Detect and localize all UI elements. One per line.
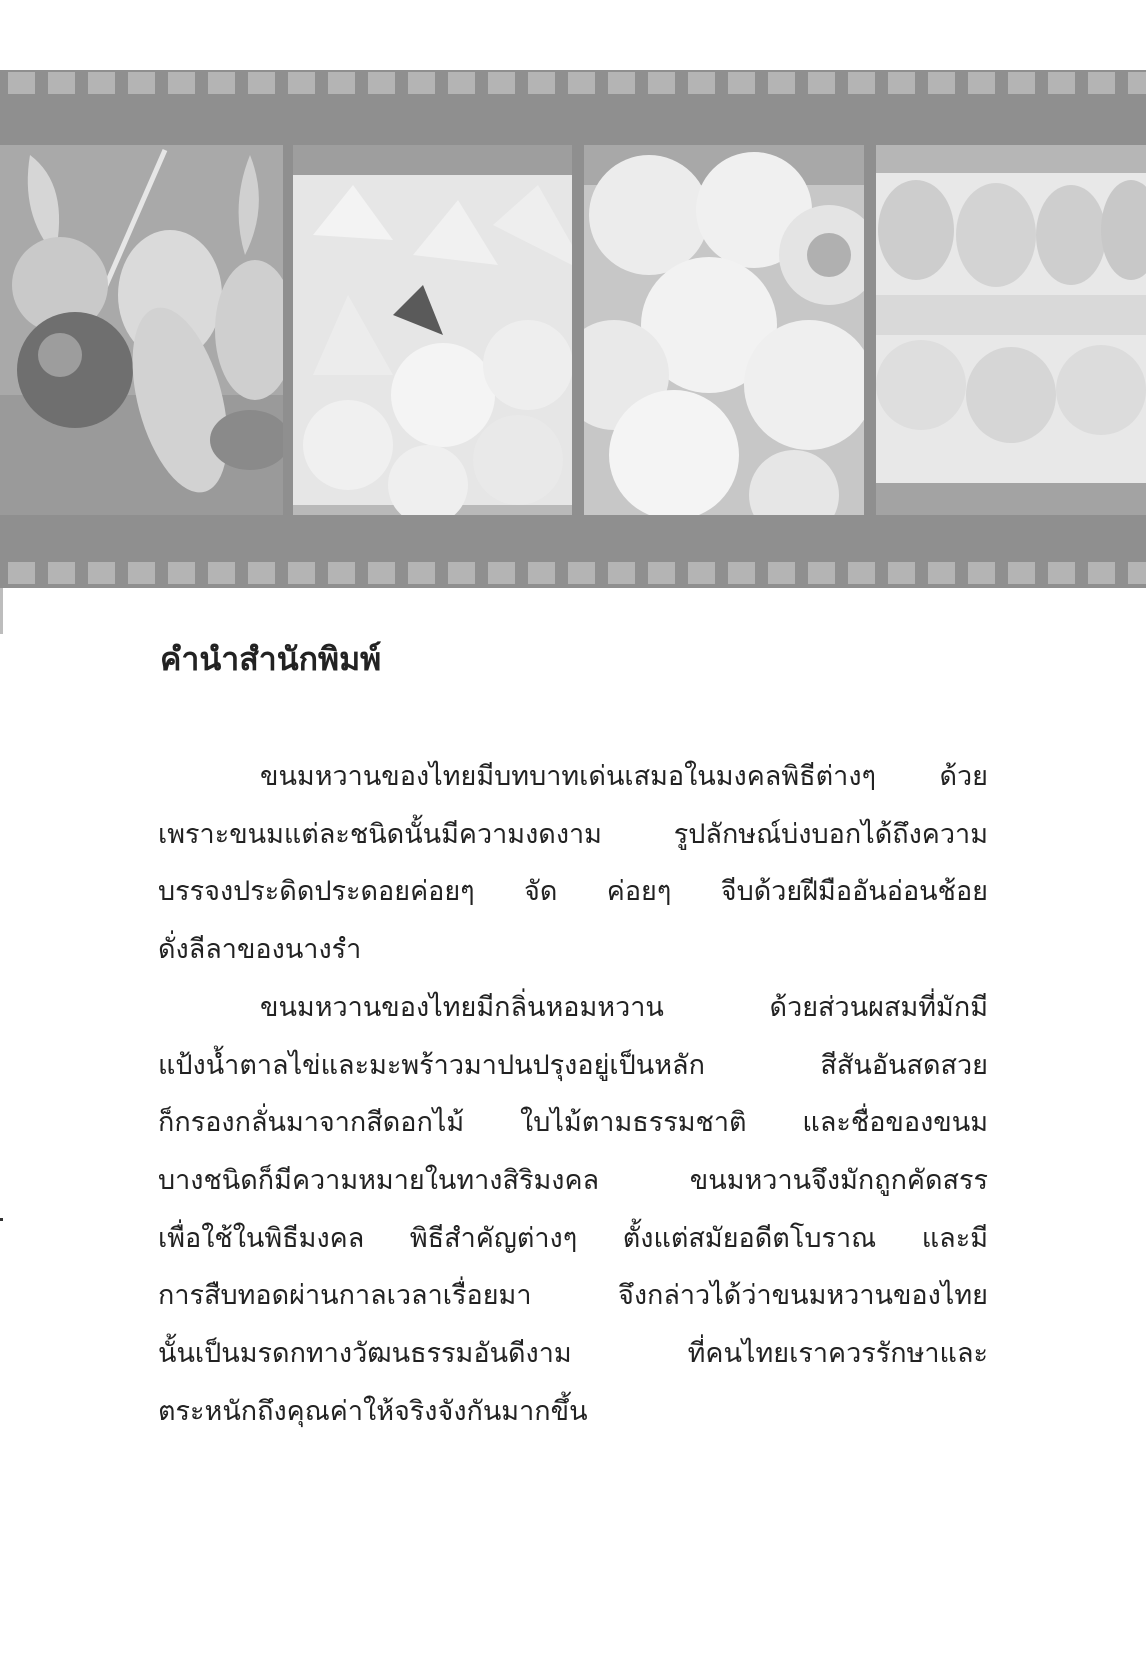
paragraph-line: เพื่อใช้ในพิธีมงคล พิธีสำคัญต่างๆ ตั้งแต่สมัยอดีตโบราณ และมี bbox=[158, 1222, 988, 1254]
film-perforation bbox=[88, 562, 115, 584]
page-title: คำนำสำนักพิมพ์ bbox=[160, 640, 382, 678]
film-perforation bbox=[1048, 72, 1075, 94]
film-perforations-bottom bbox=[0, 562, 1146, 584]
film-perforation bbox=[728, 72, 755, 94]
film-perforation bbox=[208, 562, 235, 584]
paragraph-1 bbox=[158, 748, 988, 979]
paragraph-line: บรรจงประดิดประดอยค่อยๆ จัด ค่อยๆ จีบด้วยฝีมืออันอ่อนช้อย bbox=[158, 876, 988, 908]
film-perforation bbox=[528, 562, 555, 584]
film-perforation bbox=[248, 72, 275, 94]
paragraph-line: แป้งน้ำตาลไข่และมะพร้าวมาปนปรุงอยู่เป็นหลัก สีสันอันสดสวย bbox=[158, 1049, 988, 1081]
film-perforation bbox=[288, 72, 315, 94]
film-perforation bbox=[688, 562, 715, 584]
film-perforation bbox=[648, 562, 675, 584]
film-perforation bbox=[328, 72, 355, 94]
film-perforations-top bbox=[0, 72, 1146, 94]
film-perforation bbox=[848, 72, 875, 94]
margin-mark bbox=[0, 1218, 3, 1221]
paragraph-2 bbox=[158, 979, 988, 1441]
film-perforation bbox=[648, 72, 675, 94]
paragraph-line: ขนมหวานของไทยมีบทบาทเด่นเสมอในมงคลพิธีต่างๆ ด้วย bbox=[260, 761, 988, 792]
film-perforation bbox=[368, 72, 395, 94]
photo-coconut-balls bbox=[584, 145, 864, 515]
paragraph-line: ก็กรองกลั่นมาจากสีดอกไม้ ใบไม้ตามธรรมชาติ และชื่อของขนม bbox=[158, 1107, 988, 1139]
film-perforation bbox=[768, 72, 795, 94]
film-perforation bbox=[808, 72, 835, 94]
photo-fruit-shaped-candies bbox=[0, 145, 283, 515]
photo-tray-of-sweets bbox=[876, 145, 1146, 515]
film-perforation bbox=[128, 72, 155, 94]
film-perforation bbox=[568, 72, 595, 94]
film-perforation bbox=[888, 562, 915, 584]
film-perforation bbox=[128, 562, 155, 584]
film-perforation bbox=[408, 72, 435, 94]
film-perforation bbox=[328, 562, 355, 584]
film-perforation bbox=[288, 562, 315, 584]
film-perforation bbox=[1088, 72, 1115, 94]
film-perforation bbox=[968, 72, 995, 94]
film-perforation bbox=[488, 562, 515, 584]
film-strip-edge bbox=[0, 588, 3, 634]
film-perforation bbox=[808, 562, 835, 584]
preface-body bbox=[158, 748, 988, 1440]
photo-flower-meringues bbox=[293, 145, 572, 515]
film-perforation bbox=[8, 72, 35, 94]
film-perforation bbox=[8, 562, 35, 584]
film-perforation bbox=[1048, 562, 1075, 584]
film-perforation bbox=[368, 562, 395, 584]
film-perforation bbox=[608, 72, 635, 94]
film-perforation bbox=[48, 72, 75, 94]
film-perforation bbox=[488, 72, 515, 94]
paragraph-line: ขนมหวานของไทยมีกลิ่นหอมหวาน ด้วยส่วนผสมที่มักมี bbox=[260, 991, 988, 1023]
film-perforation bbox=[728, 562, 755, 584]
film-perforation bbox=[448, 562, 475, 584]
film-perforation bbox=[448, 72, 475, 94]
film-perforation bbox=[1088, 562, 1115, 584]
film-perforation bbox=[168, 72, 195, 94]
film-perforation bbox=[688, 72, 715, 94]
film-perforation bbox=[1008, 72, 1035, 94]
film-perforation bbox=[1128, 72, 1146, 94]
paragraph-line: บางชนิดก็มีความหมายในทางสิริมงคล ขนมหวานจึงมักถูกคัดสรร bbox=[158, 1164, 988, 1196]
film-perforation bbox=[208, 72, 235, 94]
film-perforation bbox=[928, 72, 955, 94]
film-perforation bbox=[408, 562, 435, 584]
film-perforation bbox=[248, 562, 275, 584]
film-strip-banner bbox=[0, 70, 1146, 588]
film-perforation bbox=[888, 72, 915, 94]
film-perforation bbox=[168, 562, 195, 584]
film-perforation bbox=[1008, 562, 1035, 584]
paragraph-line: การสืบทอดผ่านกาลเวลาเรื่อยมา จึงกล่าวได้ว่าขนมหวานของไทย bbox=[158, 1280, 988, 1312]
film-perforation bbox=[528, 72, 555, 94]
film-perforation bbox=[848, 562, 875, 584]
film-perforation bbox=[768, 562, 795, 584]
film-perforation bbox=[968, 562, 995, 584]
film-perforation bbox=[48, 562, 75, 584]
film-perforation bbox=[608, 562, 635, 584]
paragraph-line: เพราะขนมแต่ละชนิดนั้นมีความงดงาม รูปลักษณ์บ่งบอกได้ถึงความ bbox=[158, 818, 988, 850]
film-perforation bbox=[88, 72, 115, 94]
film-perforation bbox=[1128, 562, 1146, 584]
paragraph-line: นั้นเป็นมรดกทางวัฒนธรรมอันดีงาม ที่คนไทยเราควรรักษาและ bbox=[158, 1338, 988, 1370]
film-perforation bbox=[568, 562, 595, 584]
paragraph-line: ตระหนักถึงคุณค่าให้จริงจังกันมากขึ้น bbox=[158, 1395, 588, 1427]
film-perforation bbox=[928, 562, 955, 584]
paragraph-line: ดั่งลีลาของนางรำ bbox=[158, 934, 362, 966]
